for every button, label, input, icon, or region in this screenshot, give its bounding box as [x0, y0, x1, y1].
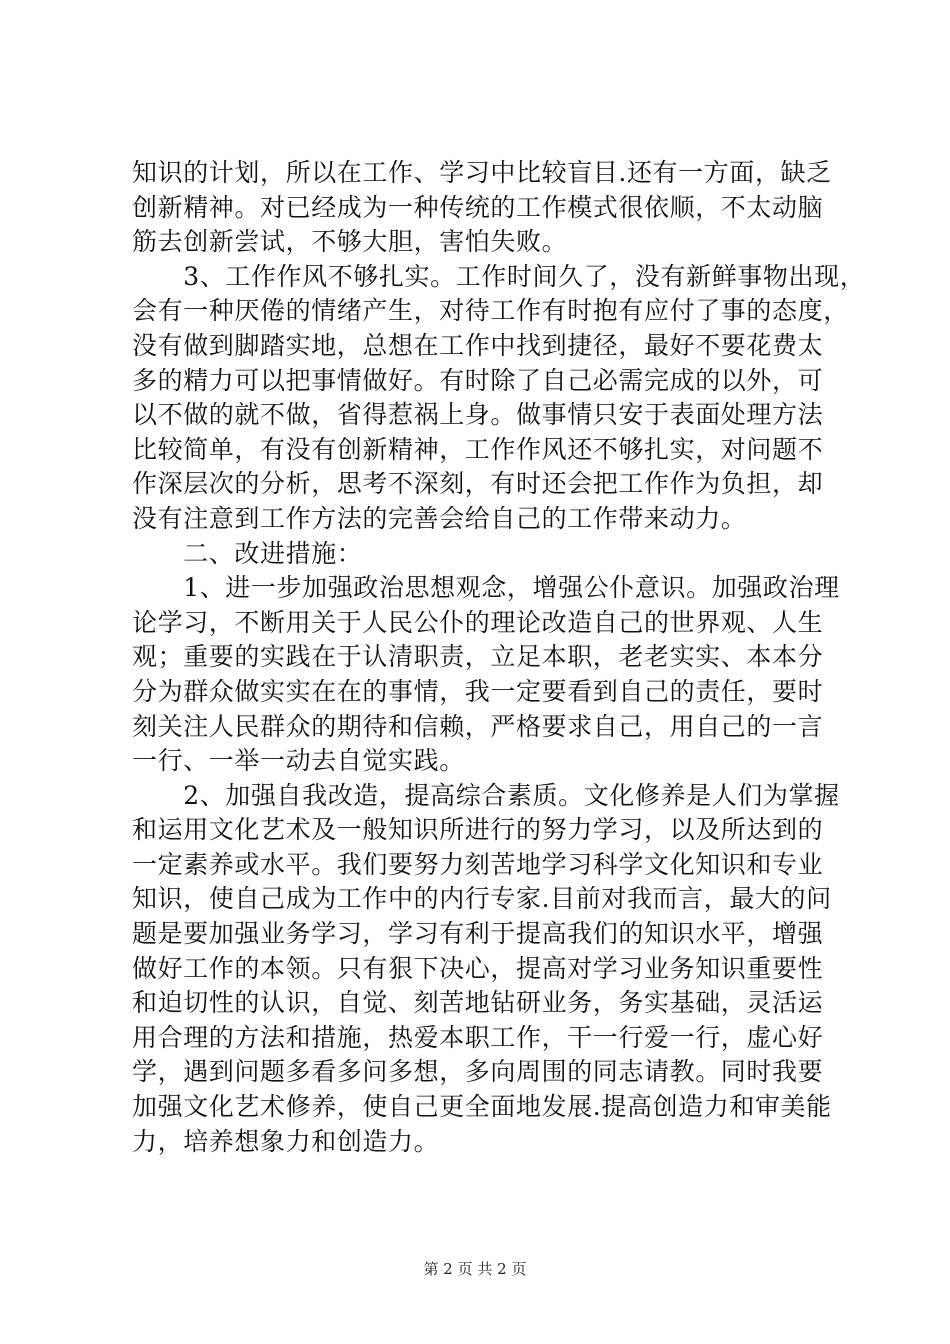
text-line: 会有一种厌倦的情绪产生，对待工作有时抱有应付了事的态度， — [132, 296, 849, 326]
text-line: 分为群众做实实在在的事情，我一定要看到自己的责任，要时 — [132, 676, 824, 706]
text-line: 题是要加强业务学习，学习有利于提高我们的知识水平，增强 — [132, 919, 824, 949]
document-body — [132, 156, 866, 1159]
text-line: 没有做到脚踏实地，总想在工作中找到捷径，最好不要花费太 — [132, 330, 824, 360]
text-line: 和迫切性的认识，自觉、刻苦地钻研业务，务实基础，灵活运 — [132, 988, 824, 1018]
text-line: 1、进一步加强政治思想观念，增强公仆意识。加强政治理 — [132, 573, 840, 603]
text-line: 观；重要的实践在于认清职责，立足本职，老老实实、本本分 — [132, 642, 824, 672]
text-line: 一定素养或水平。我们要努力刻苦地学习科学文化知识和专业 — [132, 849, 824, 879]
text-line: 二、改进措施： — [132, 538, 363, 568]
text-line: 和运用文化艺术及一般知识所进行的努力学习，以及所达到的 — [132, 815, 824, 845]
text-line: 知识，使自己成为工作中的内行专家.目前对我而言，最大的问 — [132, 884, 832, 914]
text-line: 创新精神。对已经成为一种传统的工作模式很依顺，不太动脑 — [132, 192, 824, 222]
text-line: 以不做的就不做，省得惹祸上身。做事情只安于表面处理方法 — [132, 400, 824, 430]
text-line: 2、加强自我改造，提高综合素质。文化修养是人们为掌握 — [132, 780, 840, 810]
text-line: 力，培养想象力和创造力。 — [132, 1126, 440, 1156]
text-line: 刻关注人民群众的期待和信赖，严格要求自己，用自己的一言 — [132, 711, 824, 741]
text-line: 论学习，不断用关于人民公仆的理论改造自己的世界观、人生 — [132, 607, 824, 637]
text-line: 筋去创新尝试，不够大胆，害怕失败。 — [132, 227, 568, 257]
text-line: 知识的计划，所以在工作、学习中比较盲目.还有一方面，缺乏 — [132, 158, 832, 187]
text-line: 学，遇到问题多看多问多想，多向周围的同志请教。同时我要 — [132, 1057, 824, 1087]
text-line: 3、工作作风不够扎实。工作时间久了，没有新鲜事物出现， — [132, 261, 866, 291]
text-line: 加强文化艺术修养，使自己更全面地发展.提高创造力和审美能 — [132, 1092, 832, 1122]
text-line: 做好工作的本领。只有狠下决心，提高对学习业务知识重要性 — [132, 953, 824, 983]
text-line: 多的精力可以把事情做好。有时除了自己必需完成的以外，可 — [132, 365, 824, 395]
text-line: 作深层次的分析，思考不深刻，有时还会把工作作为负担，却 — [132, 469, 824, 499]
page-number-footer: 第 2 页 共 2 页 — [423, 1260, 527, 1278]
text-line: 用合理的方法和措施，热爱本职工作，干一行爱一行，虚心好 — [132, 1022, 824, 1052]
text-line: 比较简单，有没有创新精神，工作作风还不够扎实，对问题不 — [132, 434, 824, 464]
text-line: 一行、一举一动去自觉实践。 — [132, 746, 465, 776]
text-line: 没有注意到工作方法的完善会给自己的工作带来动力。 — [132, 503, 747, 533]
